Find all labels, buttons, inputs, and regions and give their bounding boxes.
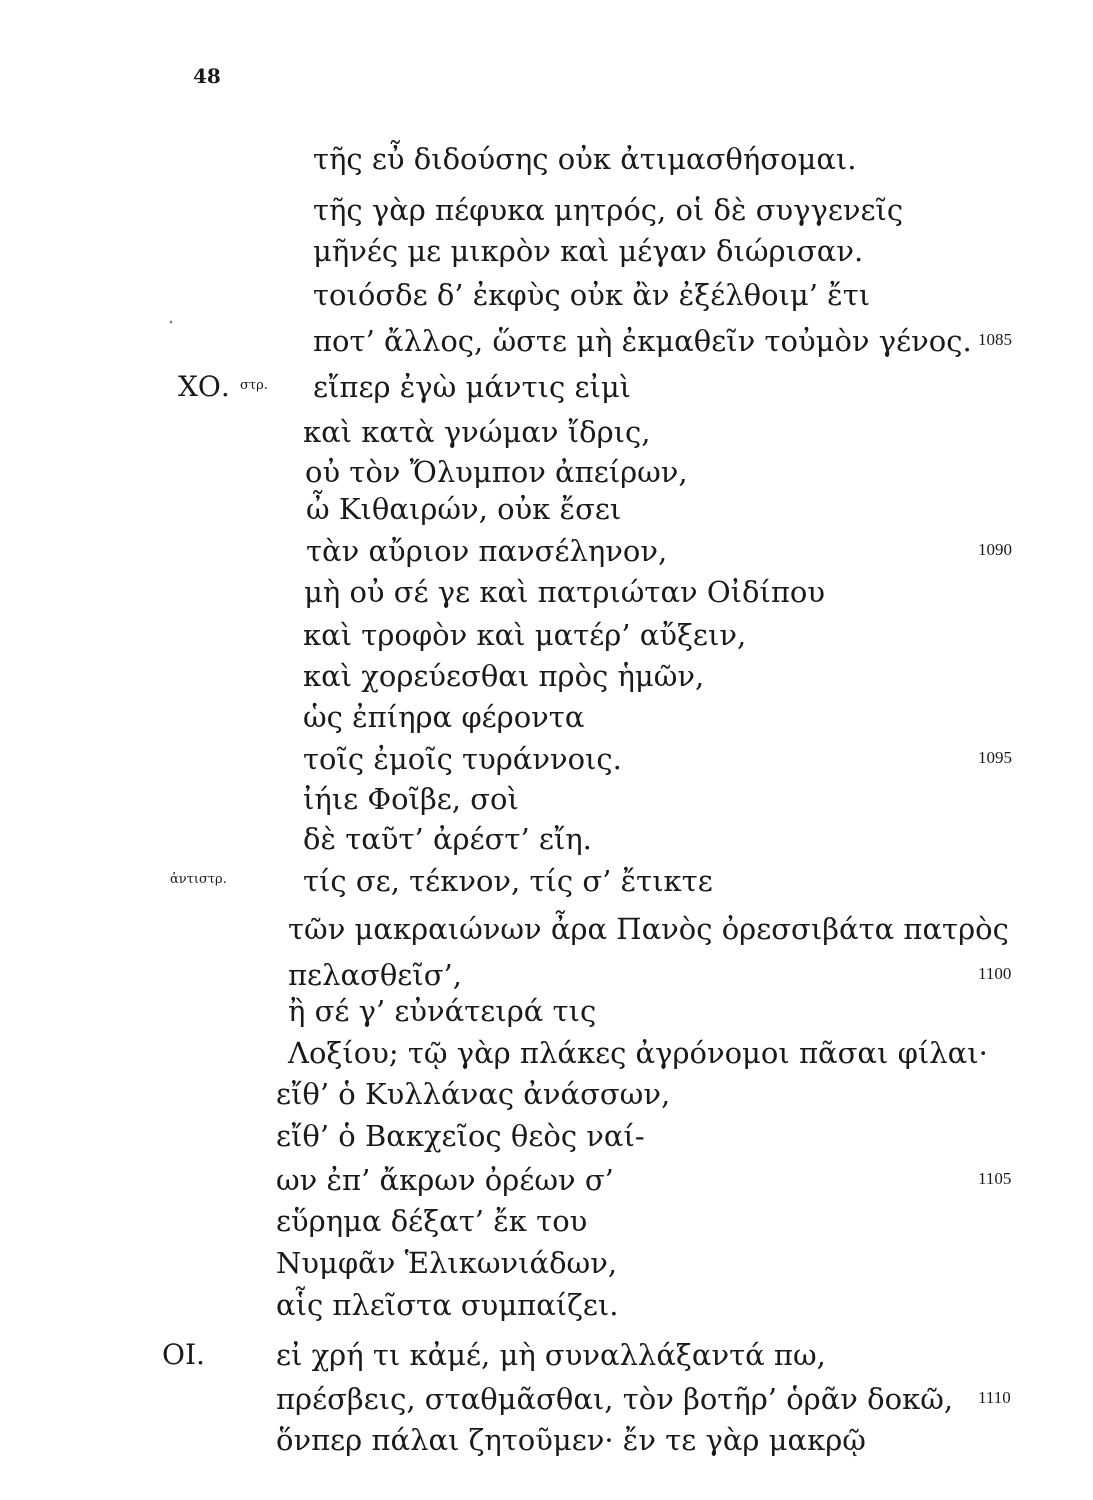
verse-line [0, 657, 1093, 695]
verse-line [0, 616, 1093, 654]
verse-line [0, 368, 1093, 406]
speaker-label: ΧΟ. [178, 370, 230, 403]
verse-text: ων ἐπ’ ἄκρων ὀρέων σ’ [276, 1163, 614, 1197]
verse-line [0, 1034, 1093, 1072]
verse-line [0, 820, 1093, 858]
verse-line [0, 276, 1093, 314]
verse-text: ἢ σέ γ’ εὐνάτειρά τις [288, 994, 597, 1028]
verse-line [0, 992, 1093, 1030]
verse-text: πελασθεῖσ’, [288, 958, 462, 992]
page-number: 48 [193, 64, 221, 88]
line-number: 1095 [978, 748, 1012, 767]
verse-line [0, 1286, 1093, 1324]
verse-line [0, 1161, 1093, 1199]
verse-line [0, 1244, 1093, 1282]
verse-line [0, 698, 1093, 736]
verse-line [0, 532, 1093, 570]
verse-text: τίς σε, τέκνον, τίς σ’ ἔτικτε [303, 864, 713, 898]
verse-text: ὅνπερ πάλαι ζητοῦμεν· ἔν τε γὰρ μακρῷ [276, 1423, 866, 1457]
verse-line [0, 1075, 1093, 1113]
verse-text: καὶ κατὰ γνώμαν ἴδρις, [303, 415, 651, 449]
verse-text: δὲ ταῦτ’ ἀρέστ’ εἴη. [303, 822, 592, 856]
verse-line [0, 453, 1093, 491]
verse-line [0, 1117, 1093, 1155]
division-label: στρ. [240, 378, 268, 393]
verse-text: τῆς γὰρ πέφυκα μητρός, οἱ δὲ συγγενεῖς [313, 193, 904, 227]
verse-text: αἷς πλεῖστα συμπαίζει. [276, 1288, 619, 1322]
verse-line [0, 322, 1093, 360]
line-number: 1110 [978, 1388, 1011, 1407]
verse-text: τῶν μακραιώνων ἆρα Πανὸς ὀρεσσιβάτα πατρὸς [288, 912, 1009, 946]
verse-line [0, 232, 1093, 270]
verse-text: εἴθ’ ὁ Βακχεῖος θεὸς ναί- [276, 1119, 645, 1153]
verse-text: ὦ Κιθαιρών, οὐκ ἔσει [306, 492, 622, 526]
verse-line [0, 490, 1093, 528]
verse-line [0, 1380, 1093, 1418]
verse-line [0, 956, 1093, 994]
verse-text: τοῖς ἐμοῖς τυράννοις. [303, 742, 622, 776]
verse-line [0, 1336, 1093, 1374]
verse-text: ἰήιε Φοῖβε, σοὶ [303, 782, 519, 816]
verse-text: πρέσβεις, σταθμᾶσθαι, τὸν βοτῆρ’ ὁρᾶν δοκῶ, [276, 1382, 954, 1416]
verse-line [0, 191, 1093, 229]
verse-line [0, 573, 1093, 611]
line-number: 1085 [978, 330, 1012, 349]
verse-text: εἰ χρή τι κἀμέ, μὴ συναλλάξαντά πω, [276, 1338, 826, 1372]
verse-text: τὰν αὔριον πανσέληνον, [306, 534, 668, 568]
verse-text: Νυμφᾶν Ἑλικωνιάδων, [276, 1246, 618, 1280]
verse-line [0, 1421, 1093, 1459]
verse-line [0, 780, 1093, 818]
verse-text: Λοξίου; τῷ γὰρ πλάκες ἀγρόνομοι πᾶσαι φίλαι· [288, 1036, 988, 1070]
line-number: 1090 [978, 540, 1012, 559]
verse-line [0, 740, 1093, 778]
line-number: 1100 [978, 964, 1012, 983]
verse-line [0, 862, 1093, 900]
verse-text: καὶ χορεύεσθαι πρὸς ἡμῶν, [303, 659, 705, 693]
verse-text: τῆς εὖ διδούσης οὐκ ἀτιμασθήσομαι. [313, 142, 857, 176]
verse-text: εἴθ’ ὁ Κυλλάνας ἀνάσσων, [276, 1077, 671, 1111]
verse-line [0, 910, 1093, 948]
verse-text: μὴ οὐ σέ γε καὶ πατριώταν Οἰδίπου [304, 575, 826, 609]
verse-line [0, 1202, 1093, 1240]
verse-text: μῆνές με μικρὸν καὶ μέγαν διώρισαν. [313, 234, 864, 268]
division-label: ἀντιστρ. [170, 872, 227, 887]
verse-text: καὶ τροφὸν καὶ ματέρ’ αὔξειν, [303, 618, 747, 652]
verse-text: εὕρημα δέξατ’ ἔκ του [276, 1204, 588, 1238]
verse-line [0, 413, 1093, 451]
speaker-label: ΟΙ. [162, 1338, 205, 1371]
verse-text: τοιόσδε δ’ ἐκφὺς οὐκ ἂν ἐξέλθοιμ’ ἔτι [313, 278, 871, 312]
verse-line [0, 140, 1093, 178]
verse-text: οὐ τὸν Ὄλυμπον ἀπείρων, [305, 455, 688, 489]
verse-text: ὡς ἐπίηρα φέροντα [303, 700, 585, 734]
margin-dot: • [168, 318, 174, 329]
verse-text: ποτ’ ἄλλος, ὥστε μὴ ἐκμαθεῖν τοὐμὸν γένος. [313, 324, 972, 358]
verse-text: εἴπερ ἐγὼ μάντις εἰμὶ [313, 370, 632, 404]
line-number: 1105 [978, 1169, 1012, 1188]
